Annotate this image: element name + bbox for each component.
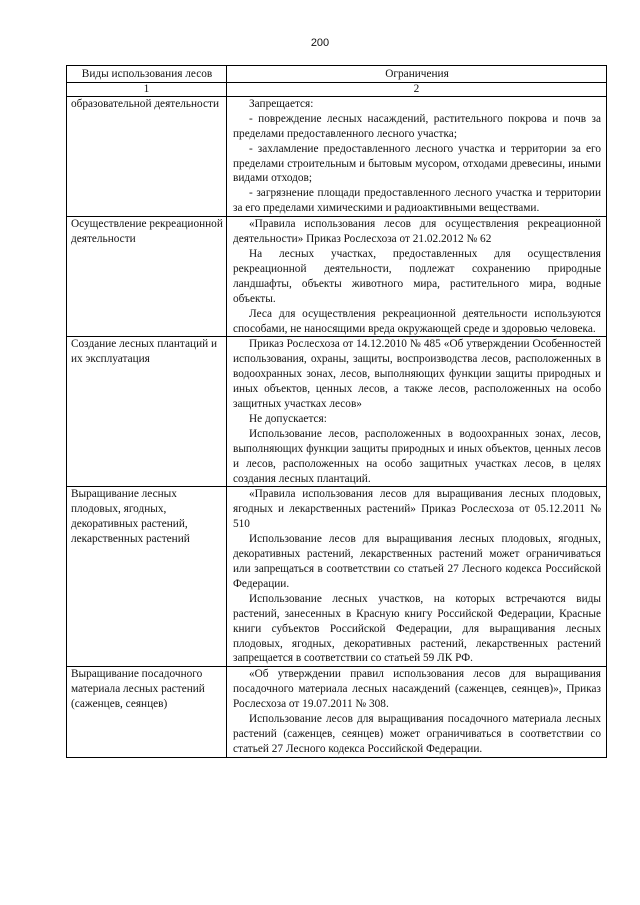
header-restrictions: Ограничения [227, 66, 607, 83]
table-row [67, 96, 607, 216]
restriction-paragraph: Использование лесов для выращивания лесных плодовых, ягодных, декоративных растений, лекарственных растений может ограничиваться или запрещаться в соответствии со статьей 27 Лесного кодекса Российской Федерации. [233, 533, 601, 590]
restrictions-cell [227, 217, 607, 337]
table-row [67, 337, 607, 487]
restriction-paragraph: На лесных участках, предоставленных для осуществления рекреационной деятельности, подлежат сохранению природные ландшафты, объекты животного мира, растительного мира, водные объекты. [233, 247, 601, 305]
restriction-paragraph: «Об утверждении правил использования лесов для выращивания посадочного материала лесных насаждений (саженцев, сеянцев)», Приказ Рослесхоза от 19.07.2011 № 308. [233, 668, 601, 711]
header-forest-use-types: Виды использования лесов [67, 66, 227, 83]
restriction-paragraph: - повреждение лесных насаждений, растительного покрова и почв за пределами предоставленного лесного участка; [233, 112, 601, 140]
forest-use-type: образовательной деятельности [67, 96, 227, 216]
column-number-row [67, 82, 607, 96]
table-header-row [67, 66, 607, 83]
forest-use-restrictions-table [66, 65, 607, 758]
table-row [67, 667, 607, 757]
restrictions-cell [227, 487, 607, 667]
forest-use-type: Выращивание посадочного материала лесных растений (саженцев, сеянцев) [67, 667, 227, 757]
restriction-paragraph: «Правила использования лесов для выращивания лесных плодовых, ягодных и лекарственных растений» Приказ Рослесхоза от 05.12.2011 № 510 [233, 488, 601, 531]
page-number: 200 [310, 37, 330, 49]
restriction-paragraph: Использование лесов, расположенных в водоохранных зонах, лесов, выполняющих функции защиты природных и иных объектов, ценных лесов и лесов, расположенных на особо защитных участках лесов, в целях создания лесных плантаций. [233, 427, 601, 485]
forest-use-type: Выращивание лесных плодовых, ягодных, декоративных растений, лекарственных растений [67, 487, 227, 667]
restriction-paragraph: Использование лесных участков, на которых встречаются виды растений, занесенных в Красную книгу Российской Федерации, Красные книги субъектов Российской Федерации, для выращивания лесных плодовых, ягодных, декоративных растений, лекарственных растений запрещается в соответствии со статьей 59 ЛК РФ. [233, 592, 601, 665]
restriction-paragraph: Приказ Рослесхоза от 14.12.2010 № 485 «Об утверждении Особенностей использования, охраны, защиты, воспроизводства лесов, расположенных в водоохранных зонах, лесов, выполняющих функции защиты природных и иных объектов, ценных лесов, а также лесов, расположенных на особо защитных участках лесов» [233, 338, 601, 411]
restriction-paragraph: - загрязнение площади предоставленного лесного участка и территории за его пределами химическими и радиоактивными веществами. [233, 187, 601, 215]
column-number-2: 2 [227, 82, 607, 96]
restriction-paragraph: Использование лесов для выращивания посадочного материала лесных растений (саженцев, сеянцев) может ограничиваться в соответствии со статьей 27 Лесного кодекса Российской Федерации. [233, 713, 601, 755]
restriction-paragraph: Леса для осуществления рекреационной деятельности используются способами, не наносящими вреда окружающей среде и здоровью человека. [233, 307, 601, 335]
forest-use-type: Создание лесных плантаций и их эксплуатация [67, 337, 227, 487]
restrictions-cell [227, 667, 607, 757]
restriction-paragraph: Запрещается: [249, 97, 314, 110]
table-row [67, 217, 607, 337]
forest-use-type: Осуществление рекреационной деятельности [67, 217, 227, 337]
table-row [67, 487, 607, 667]
column-number-1: 1 [67, 82, 227, 96]
restrictions-cell [227, 96, 607, 216]
restriction-paragraph: «Правила использования лесов для осуществления рекреационной деятельности» Приказ Рослесхоза от 21.02.2012 № 62 [233, 218, 601, 246]
restriction-paragraph: - захламление предоставленного лесного участка и территории за его пределами строительным и бытовым мусором, отходами древесины, иными видами отходов; [233, 142, 601, 185]
restriction-paragraph: Не допускается: [249, 412, 327, 425]
restrictions-cell [227, 337, 607, 487]
